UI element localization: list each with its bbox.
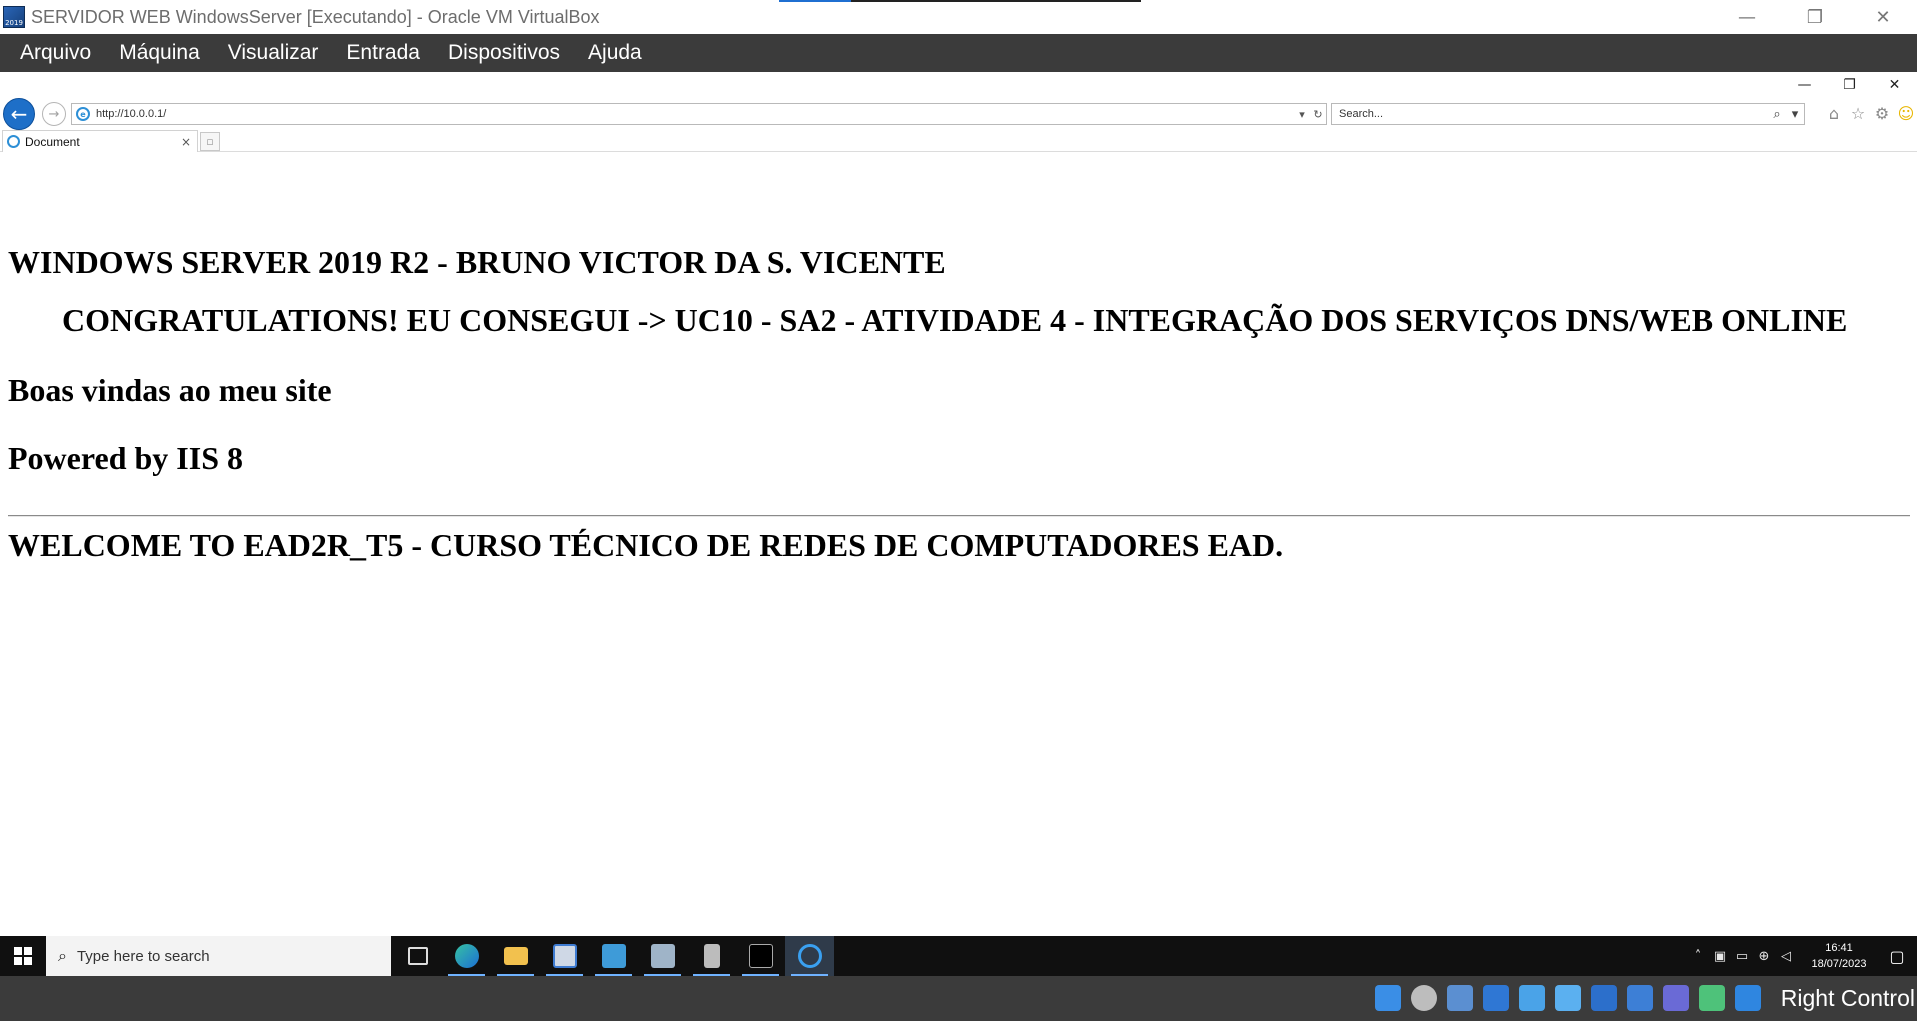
ie-toolbar-icons	[1822, 104, 1917, 124]
audio-icon[interactable]	[1442, 982, 1478, 1014]
start-button[interactable]	[0, 936, 46, 976]
display-icon[interactable]	[1586, 982, 1622, 1014]
favorites-star-icon[interactable]: ☆	[1850, 104, 1866, 123]
tab-document[interactable]	[2, 130, 198, 152]
footer-heading: WELCOME TO EAD2R_T5 - CURSO TÉCNICO DE REDES DE COMPUTADORES EAD.	[8, 527, 1284, 563]
shared-folders-icon[interactable]	[1550, 982, 1586, 1014]
tab-title: Document	[25, 134, 80, 149]
vbox-window-controls	[1713, 0, 1917, 34]
powered-by-heading: Powered by IIS 8	[8, 440, 243, 476]
ie-tab-bar	[0, 130, 1917, 152]
address-url[interactable]: http://10.0.0.1/	[96, 108, 167, 120]
maximize-button[interactable]: ❐	[1806, 6, 1824, 28]
address-dropdown-icon[interactable]: ▾	[1299, 107, 1305, 121]
back-button[interactable]: ←	[3, 98, 35, 130]
video-capture-icon[interactable]	[1622, 982, 1658, 1014]
tray-globe-icon[interactable]: ⊕	[1758, 948, 1770, 964]
edge-browser-icon[interactable]	[442, 936, 491, 976]
search-icon[interactable]: ⌕	[1773, 106, 1781, 122]
virtualization-icon[interactable]	[1658, 982, 1694, 1014]
network-icon[interactable]	[687, 936, 736, 976]
ie-tab-icon	[7, 135, 20, 148]
server-manager-icon[interactable]	[540, 936, 589, 976]
close-button[interactable]: ✕	[1875, 6, 1891, 28]
menu-entrada[interactable]: Entrada	[346, 41, 420, 64]
title-progress-indicator	[779, 0, 1141, 2]
page-content	[0, 152, 1917, 936]
ie-window	[0, 72, 1917, 936]
tab-close-icon[interactable]: ×	[180, 134, 191, 149]
search-input[interactable]: Search...	[1339, 108, 1384, 120]
tray-volume-muted-icon[interactable]: ◁	[1781, 948, 1791, 964]
clock-date: 18/07/2023	[1811, 958, 1867, 970]
search-icon: ⌕	[58, 946, 67, 965]
windows-taskbar	[0, 936, 1917, 976]
command-prompt-icon[interactable]	[736, 936, 785, 976]
tray-network-adapter-icon[interactable]: ▣	[1713, 948, 1727, 964]
ie-navigation-bar	[0, 94, 1917, 130]
vbox-menubar	[0, 34, 1917, 72]
host-key-label: Right Control	[1780, 985, 1915, 1011]
welcome-heading: Boas vindas ao meu site	[8, 372, 332, 408]
divider	[8, 515, 1910, 517]
menu-maquina[interactable]: Máquina	[119, 41, 200, 64]
ie-page-icon: e	[76, 107, 90, 121]
tray-expand-icon[interactable]: ˄	[1694, 948, 1702, 964]
search-box[interactable]	[1331, 103, 1805, 125]
new-tab-button[interactable]: ▫	[200, 132, 220, 151]
refresh-icon[interactable]: ↻	[1313, 107, 1323, 121]
vbox-device-icons	[1370, 982, 1766, 1014]
taskbar-search-input[interactable]: Type here to search	[76, 947, 210, 965]
control-panel-icon[interactable]	[589, 936, 638, 976]
feedback-smiley-icon[interactable]: ☺	[1897, 104, 1915, 123]
clock-time: 16:41	[1825, 942, 1853, 954]
ie-close-button[interactable]: ✕	[1888, 77, 1901, 93]
hard-disk-icon[interactable]	[1370, 982, 1406, 1014]
menu-arquivo[interactable]: Arquivo	[20, 41, 92, 64]
ie-window-controls	[1782, 74, 1917, 96]
tray-battery-icon[interactable]: ▭	[1735, 948, 1749, 964]
mouse-integration-icon[interactable]	[1694, 982, 1730, 1014]
taskbar-clock[interactable]	[1801, 940, 1877, 972]
menu-ajuda[interactable]: Ajuda	[588, 41, 642, 64]
virtualbox-vm-icon: 2019	[3, 6, 25, 28]
optical-drive-icon[interactable]	[1406, 982, 1442, 1014]
home-icon[interactable]: ⌂	[1828, 104, 1840, 123]
file-explorer-icon[interactable]	[491, 936, 540, 976]
vbox-titlebar	[0, 0, 1917, 34]
search-dropdown-icon[interactable]: ▾	[1791, 106, 1799, 122]
forward-button[interactable]: →	[42, 102, 66, 126]
notification-center-icon[interactable]: ▢	[1889, 946, 1905, 966]
internet-explorer-icon[interactable]	[785, 936, 834, 976]
menu-dispositivos[interactable]: Dispositivos	[447, 41, 561, 64]
ie-minimize-button[interactable]: —	[1797, 77, 1812, 93]
vbox-statusbar	[0, 976, 1917, 1021]
congrats-heading: CONGRATULATIONS! EU CONSEGUI -> UC10 - SA2 - ATIVIDADE 4 - INTEGRAÇÃO DOS SERVIÇOS DNS/WEB ONLINE	[62, 302, 1848, 338]
page-title: WINDOWS SERVER 2019 R2 - BRUNO VICTOR DA S. VICENTE	[8, 244, 946, 280]
menu-visualizar[interactable]: Visualizar	[227, 41, 319, 64]
usb-icon[interactable]	[1514, 982, 1550, 1014]
task-view-icon[interactable]	[393, 936, 442, 976]
ie-maximize-button[interactable]: ❐	[1843, 77, 1856, 93]
minimize-button[interactable]: —	[1738, 6, 1756, 28]
windows-logo-icon	[14, 947, 32, 965]
address-bar[interactable]	[71, 103, 1327, 125]
taskbar-search[interactable]	[46, 936, 391, 976]
tools-gear-icon[interactable]: ⚙	[1874, 104, 1890, 123]
system-tray	[1687, 936, 1917, 976]
taskbar-apps	[393, 936, 834, 976]
network-adapter-icon[interactable]	[1478, 982, 1514, 1014]
window-title: SERVIDOR WEB WindowsServer [Executando] - Oracle VM VirtualBox	[31, 6, 600, 27]
keyboard-capture-icon[interactable]	[1730, 982, 1766, 1014]
admin-tools-icon[interactable]	[638, 936, 687, 976]
